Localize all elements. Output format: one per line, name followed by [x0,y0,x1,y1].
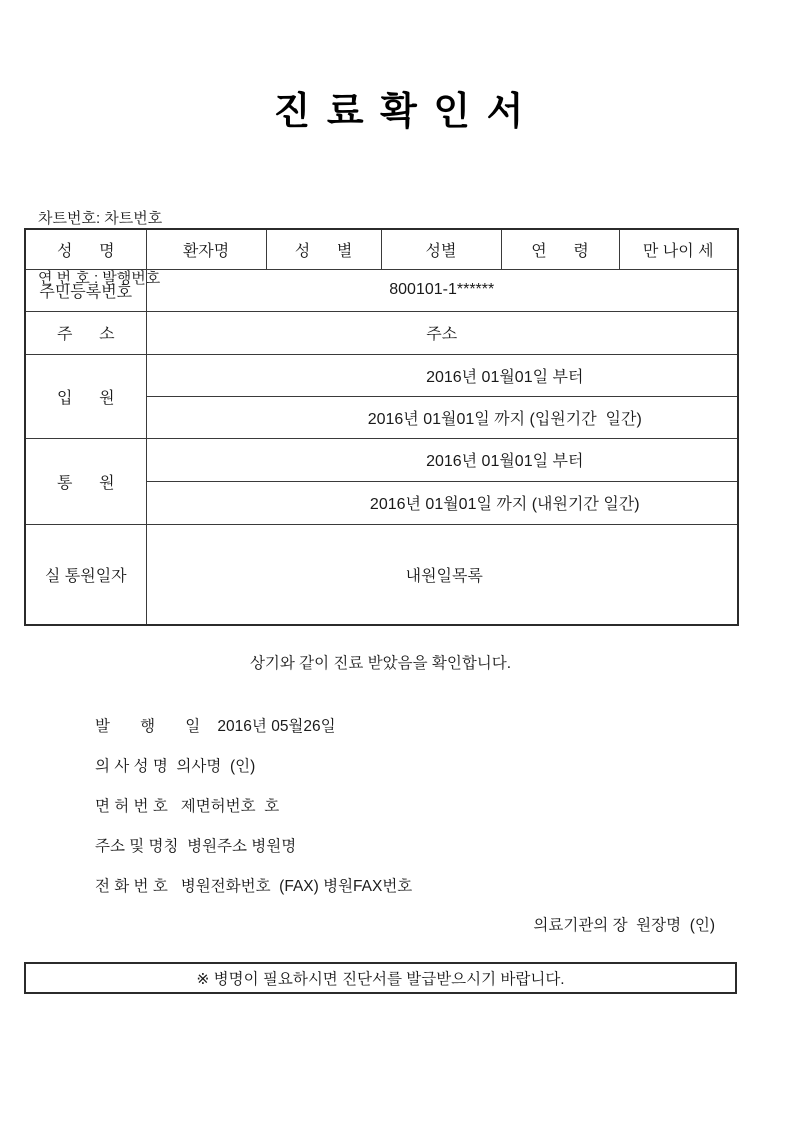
rrn-value-cell: 800101-1****** [146,269,738,311]
visit-days-value-cell: 내원일목록 [146,524,738,625]
admission-from-cell: 2016년 01월01일 부터 [146,354,738,396]
outpatient-to-cell: 2016년 01월01일 까지 (내원기간 일간) [146,481,738,524]
rrn-label-cell: 주민등록번호 [25,269,146,311]
name-label-cell: 성 명 [25,229,146,269]
admission-label-cell: 입 원 [25,354,146,438]
age-value-cell: 만 나이 세 [619,229,738,269]
table-row-header [25,229,738,269]
serial-number-line: 연 번 호 : 발행번호 [38,270,161,287]
table-row-outpatient-from [25,438,738,481]
outpatient-label-cell: 통 원 [25,438,146,524]
admission-to-cell: 2016년 01월01일 까지 (입원기간 일간) [146,396,738,438]
outpatient-from-cell: 2016년 01월01일 부터 [146,438,738,481]
phone-fax-line: 전 화 번 호 병원전화번호 (FAX) 병원FAX번호 [95,878,413,895]
address-label-cell: 주 소 [25,311,146,354]
sex-value-cell: 성별 [381,229,501,269]
director-signature-line: 의료기관의 장 원장명 (인) [533,917,715,934]
footer-notice-text: ※ 병명이 필요하시면 진단서를 발급받으시기 바랍니다. [196,971,565,988]
doctor-name-line: 의 사 성 명 의사명 (인) [95,758,256,775]
footer-notice-box [24,962,737,994]
chart-number-line: 차트번호: 차트번호 [38,210,163,227]
table-row-rrn [25,269,738,311]
sex-label-cell: 성 별 [266,229,381,269]
issue-date-line: 발 행 일 2016년 05월26일 [95,718,336,735]
document-title: 진 료 확 인 서 [273,91,527,133]
patient-info-table [24,228,739,626]
table-row-address [25,311,738,354]
visit-days-label-cell: 실 통원일자 [25,524,146,625]
name-value-cell: 환자명 [146,229,266,269]
confirmation-statement: 상기와 같이 진료 받았음을 확인합니다. [249,655,512,672]
license-number-line: 면 허 번 호 제면허번호 호 [95,798,280,815]
address-value-cell: 주소 [146,311,738,354]
table-row-admission-from [25,354,738,396]
age-label-cell: 연 령 [501,229,619,269]
hospital-address-name-line: 주소 및 명칭 병원주소 병원명 [95,838,297,855]
table-row-visit-days [25,524,738,625]
